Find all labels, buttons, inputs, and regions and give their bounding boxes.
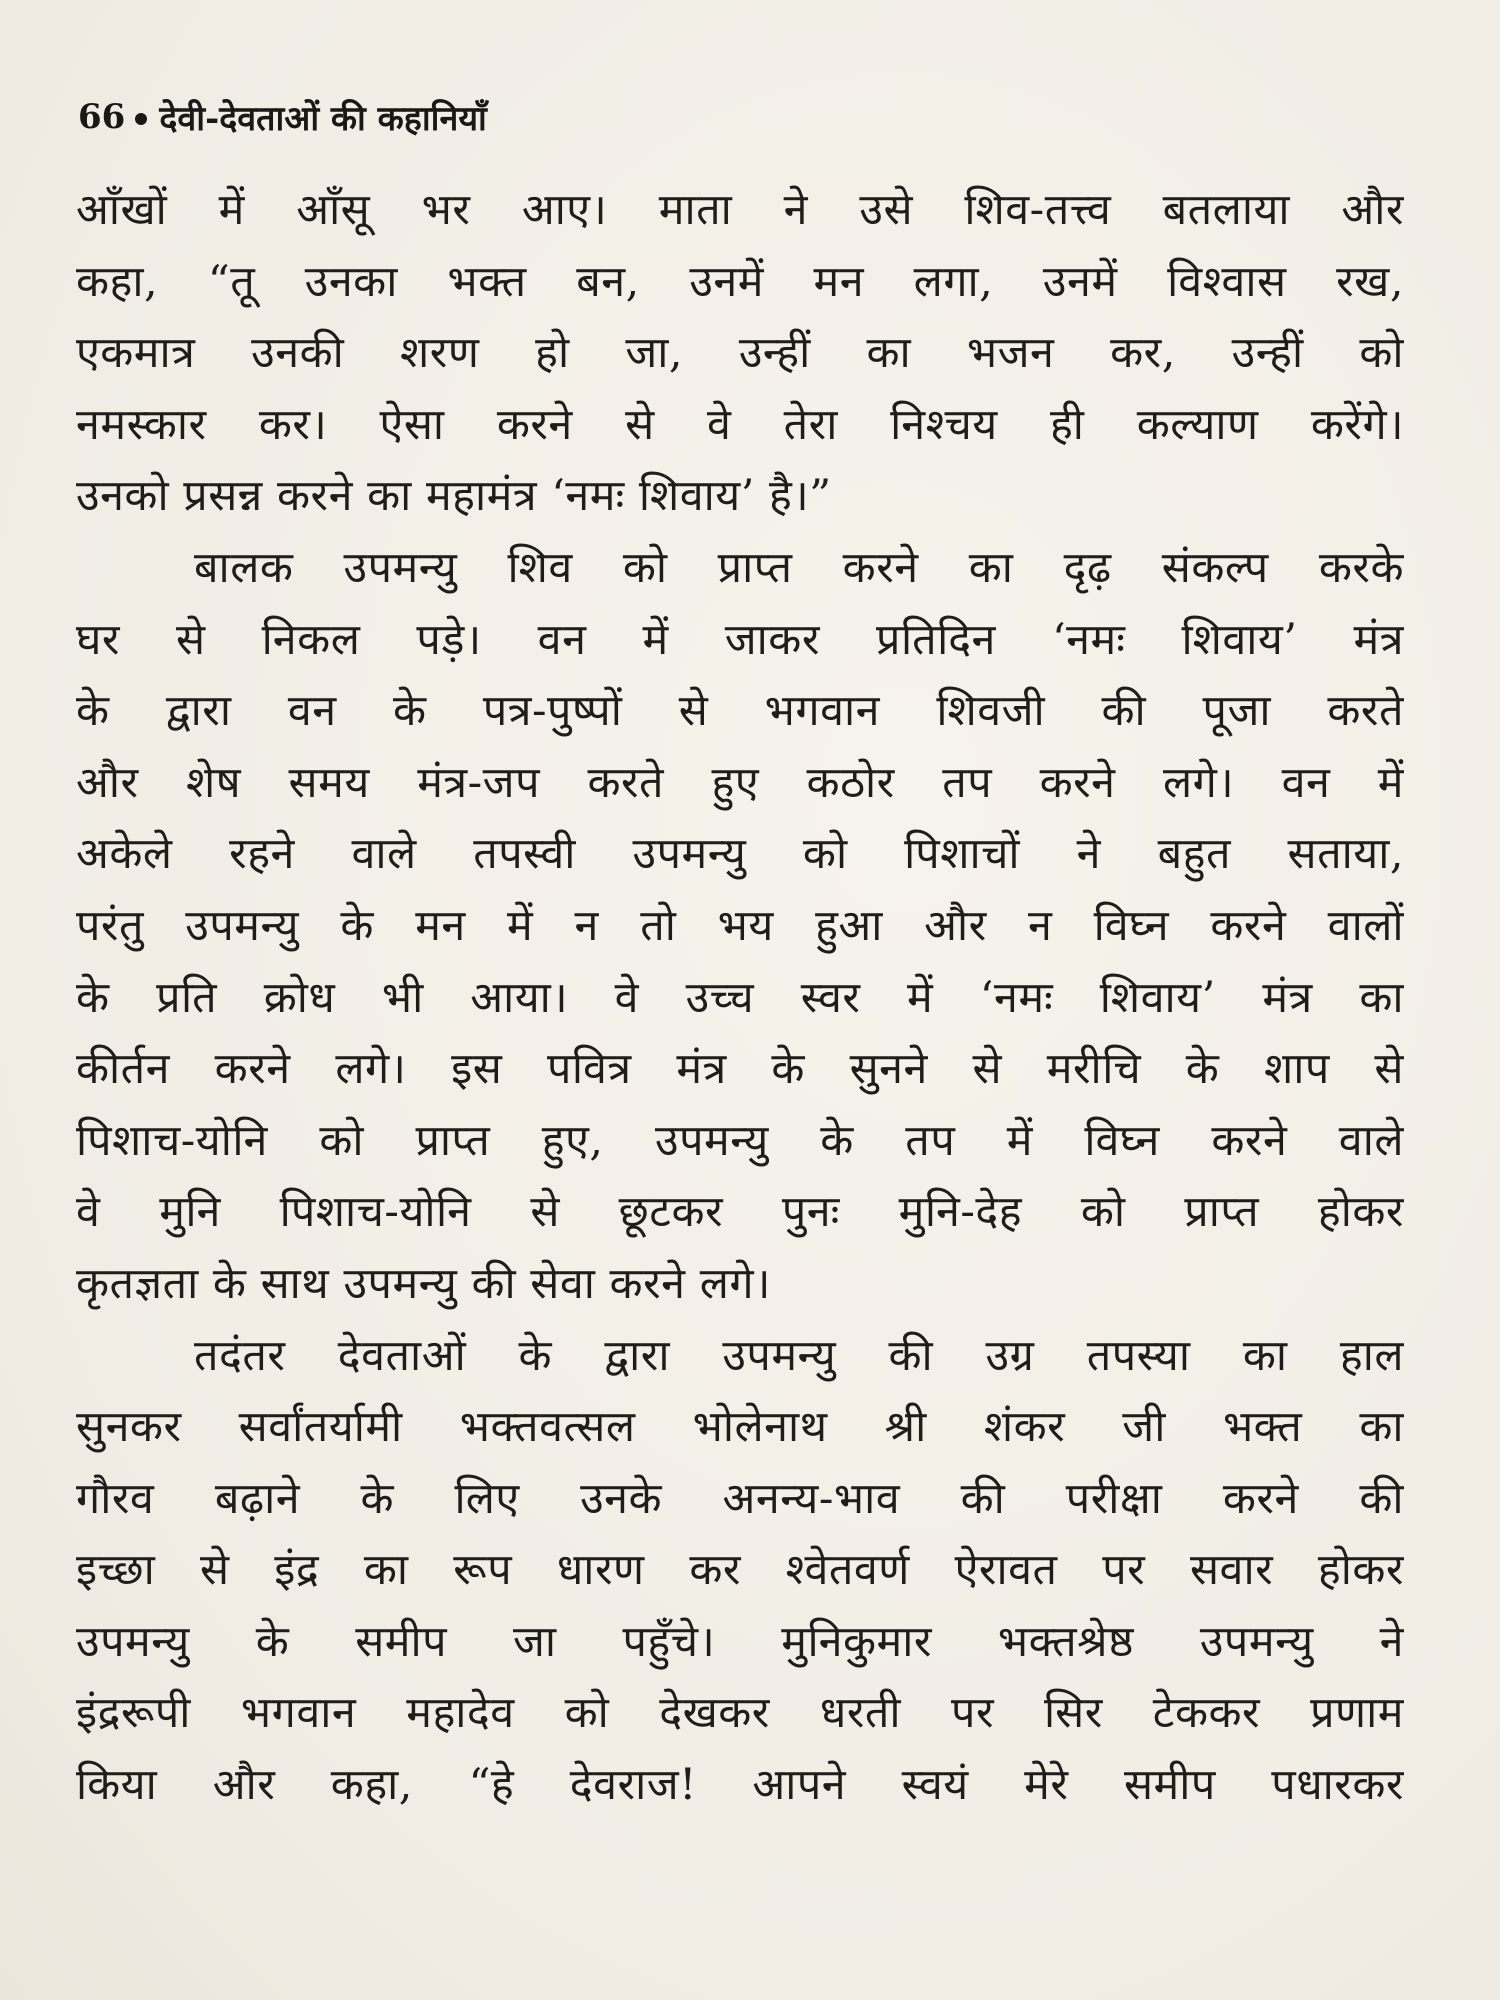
text-line: अकेले रहने वाले तपस्वी उपमन्यु को पिशाचों ने बहुत सताया, (76, 829, 1404, 880)
text-line: एकमात्र उनकी शरण हो जा, उन्हीं का भजन कर, उन्हीं को (76, 328, 1404, 379)
text-line: उपमन्यु के समीप जा पहुँचे। मुनिकुमार भक्तश्रेष्ठ उपमन्यु ने (76, 1616, 1404, 1667)
text-line: वे मुनि पिशाच-योनि से छूटकर पुनः मुनि-देह को प्राप्त होकर (76, 1187, 1404, 1238)
running-header (78, 92, 487, 142)
text-line: और शेष समय मंत्र-जप करते हुए कठोर तप करने लगे। वन में (76, 757, 1404, 808)
paragraph-start-line: बालक उपमन्यु शिव को प्राप्त करने का दृढ़ संकल्प करके (194, 542, 1404, 593)
text-line: सुनकर सर्वांतर्यामी भक्तवत्सल भोलेनाथ श्री शंकर जी भक्त का (76, 1402, 1404, 1453)
text-line: घर से निकल पड़े। वन में जाकर प्रतिदिन ‘नमः शिवाय’ मंत्र (76, 614, 1404, 665)
text-line: कीर्तन करने लगे। इस पवित्र मंत्र के सुनने से मरीचि के शाप से (76, 1044, 1404, 1095)
text-line: पिशाच-योनि को प्राप्त हुए, उपमन्यु के तप में विघ्न करने वाले (76, 1115, 1404, 1166)
body-text (76, 175, 1404, 1822)
paragraph-start-line: तदंतर देवताओं के द्वारा उपमन्यु की उग्र तपस्या का हाल (194, 1330, 1404, 1381)
text-line: नमस्कार कर। ऐसा करने से वे तेरा निश्चय ही कल्याण करेंगे। (76, 399, 1404, 450)
text-line: किया और कहा, “हे देवराज! आपने स्वयं मेरे समीप पधारकर (76, 1760, 1404, 1811)
book-title: देवी-देवताओं की कहानियाँ (159, 99, 487, 139)
page-number: 66 (78, 97, 126, 137)
text-line: आँखों में आँसू भर आए। माता ने उसे शिव-तत्त्व बतलाया और (76, 185, 1404, 235)
text-line: कहा, “तू उनका भक्त बन, उनमें मन लगा, उनमें विश्वास रख, (76, 256, 1404, 307)
text-line: गौरव बढ़ाने के लिए उनके अनन्य-भाव की परीक्षा करने की (76, 1473, 1404, 1524)
text-line: के द्वारा वन के पत्र-पुष्पों से भगवान शिवजी की पूजा करते (76, 686, 1404, 737)
text-line: परंतु उपमन्यु के मन में न तो भय हुआ और न विघ्न करने वालों (76, 900, 1404, 951)
text-line: इच्छा से इंद्र का रूप धारण कर श्वेतवर्ण ऐरावत पर सवार होकर (76, 1545, 1404, 1596)
text-line: के प्रति क्रोध भी आया। वे उच्च स्वर में ‘नमः शिवाय’ मंत्र का (76, 972, 1404, 1023)
text-line: उनको प्रसन्न करने का महामंत्र ‘नमः शिवाय’ है।” (76, 471, 832, 522)
text-line: इंद्ररूपी भगवान महादेव को देखकर धरती पर सिर टेककर प्रणाम (76, 1688, 1404, 1739)
bullet-separator-icon (135, 113, 147, 125)
text-line: कृतज्ञता के साथ उपमन्यु की सेवा करने लगे। (76, 1258, 771, 1309)
